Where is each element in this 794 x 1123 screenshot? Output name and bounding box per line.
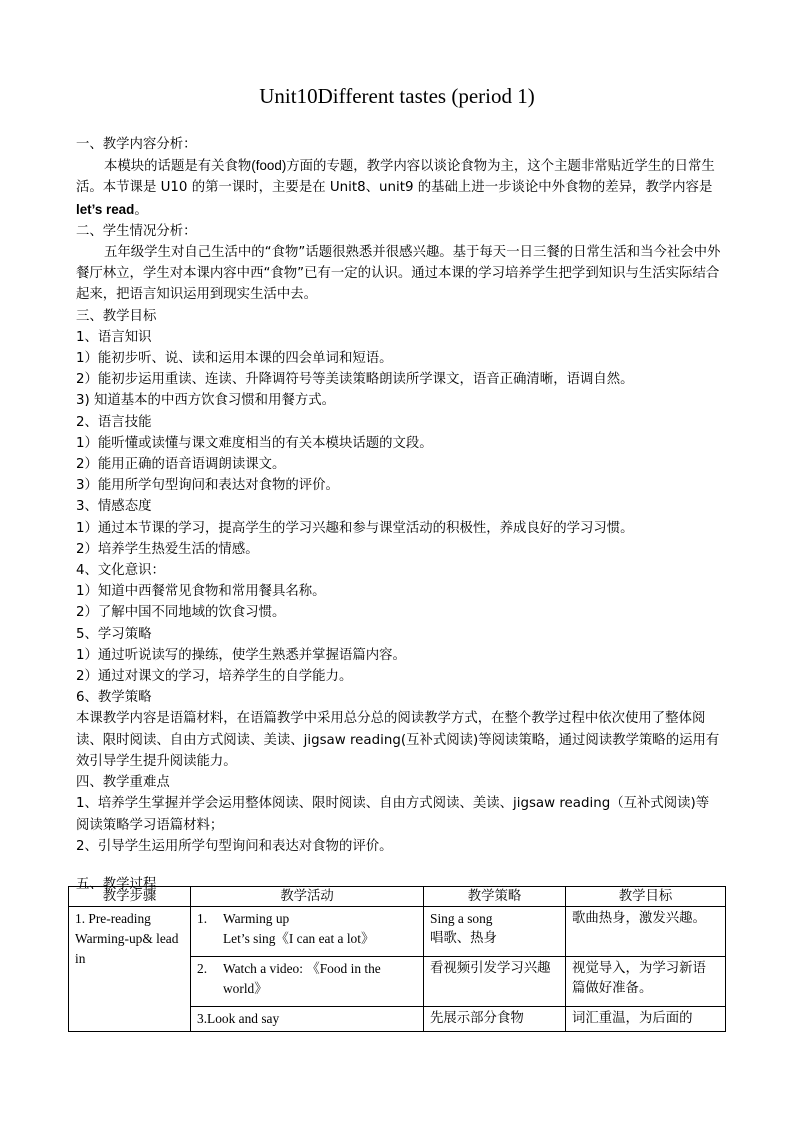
table-header-cell: 教学步骤 xyxy=(69,887,191,907)
objective-line: 2）了解中国不同地域的饮食习惯。 xyxy=(76,605,286,621)
strategy-cell: 先展示部分食物 xyxy=(424,1007,566,1032)
section-2-heading: 二、学生情况分析： xyxy=(76,223,197,239)
objective-line: 2）通过对课文的学习，培养学生的自学能力。 xyxy=(76,669,353,685)
objective-line: 2）能用正确的语音语调朗读课文。 xyxy=(76,457,286,473)
table-header-row xyxy=(69,887,726,907)
activity-cell: 1. Warming up Let’s sing《I can eat a lot》 xyxy=(191,907,424,957)
objective-line: 3）能用所学句型询问和表达对食物的评价。 xyxy=(76,478,339,494)
goal-cell: 视觉导入，为学习新语篇做好准备。 xyxy=(566,957,726,1007)
section-4-heading: 四、教学重难点 xyxy=(76,775,170,791)
step-cell: 1. Pre-reading Warming-up& lead in xyxy=(69,907,191,1032)
document-title: Unit10Different tastes (period 1) xyxy=(259,84,535,108)
document-body xyxy=(76,134,722,895)
objective-line: 1）通过本节课的学习，提高学生的学习兴趣和参与课堂活动的积极性，养成良好的学习习惯。 xyxy=(76,520,634,536)
goal-cell: 歌曲热身，激发兴趣。 xyxy=(566,907,726,957)
activity-cell: 3.Look and say xyxy=(191,1007,424,1032)
strategy-paragraph: 本课教学内容是语篇材料，在语篇教学中采用总分总的阅读教学方式，在整个教学过程中依次使用了整体阅读、限时阅读、自由方式阅读、美读、jigsaw reading(互补式阅读)等阅读策略，通过阅读教学策略的运用有效引导学生提升阅读能力。 xyxy=(76,711,720,769)
strategy-cell: Sing a song 唱歌、热身 xyxy=(424,907,566,957)
objective-line: 4、文化意识： xyxy=(76,563,165,579)
objective-line: 1）通过听说读写的操练，使学生熟悉并掌握语篇内容。 xyxy=(76,647,406,663)
strategy-cell: 看视频引发学习兴趣 xyxy=(424,957,566,1007)
objective-line: 2、语言技能 xyxy=(76,414,152,430)
section-1-heading: 一、教学内容分析： xyxy=(76,137,197,152)
objective-line: 1、语言知识 xyxy=(76,329,152,345)
objective-line: 1）知道中西餐常见食物和常用餐具名称。 xyxy=(76,584,326,600)
lets-read-label: let’s read xyxy=(76,201,135,217)
table-row xyxy=(69,907,726,957)
objective-line: 3) 知道基本的中西方饮食习惯和用餐方式。 xyxy=(76,393,336,409)
section-3-heading: 三、教学目标 xyxy=(76,308,157,324)
objective-line: 3、情感态度 xyxy=(76,499,152,515)
table-header-cell: 教学活动 xyxy=(191,887,424,907)
objective-line: 2）培养学生热爱生活的情感。 xyxy=(76,541,259,557)
section-2-paragraph: 五年级学生对自己生活中的“食物”话题很熟悉并很感兴趣。基于每天一日三餐的日常生活和当今社会中外餐厅林立，学生对本课内容中西“食物”已有一定的认识。通过本课的学习培养学生把学到知识与生活实际结合起来，把语言知识运用到现实生活中去。 xyxy=(76,245,721,303)
process-table xyxy=(68,886,726,1032)
table-header-cell: 教学目标 xyxy=(566,887,726,907)
objective-line: 2）能初步运用重读、连读、升降调符号等美读策略朗读所学课文，语音正确清晰，语调自然。 xyxy=(76,372,634,388)
section-1-paragraph: 本模块的话题是有关食物(food)方面的专题，教学内容以谈论食物为主，这个主题非常贴近学生的日常生活。本节课是 U10 的第一课时，主要是在 Unit8、unit9 的基础上进一步谈论中外食物的差异，教学内容是 let’s read。 xyxy=(76,158,715,218)
objective-line: 1）能初步听、说、读和运用本课的四会单词和短语。 xyxy=(76,351,393,367)
goal-cell: 词汇重温，为后面的 xyxy=(566,1007,726,1032)
key-point-1: 1、培养学生掌握并学会运用整体阅读、限时阅读、自由方式阅读、美读、jigsaw reading（互补式阅读)等阅读策略学习语篇材料； xyxy=(76,796,710,833)
objective-line: 1）能听懂或读懂与课文难度相当的有关本模块话题的文段。 xyxy=(76,435,433,451)
section-5-heading: 五、教学过程 xyxy=(76,876,157,892)
activity-cell: 2. Watch a video: 《Food in the world》 xyxy=(191,957,424,1007)
objective-line: 5、学习策略 xyxy=(76,626,152,642)
objective-line: 6、教学策略 xyxy=(76,690,152,706)
table-header-cell: 教学策略 xyxy=(424,887,566,907)
key-point-2: 2、引导学生运用所学句型询问和表达对食物的评价。 xyxy=(76,838,393,854)
